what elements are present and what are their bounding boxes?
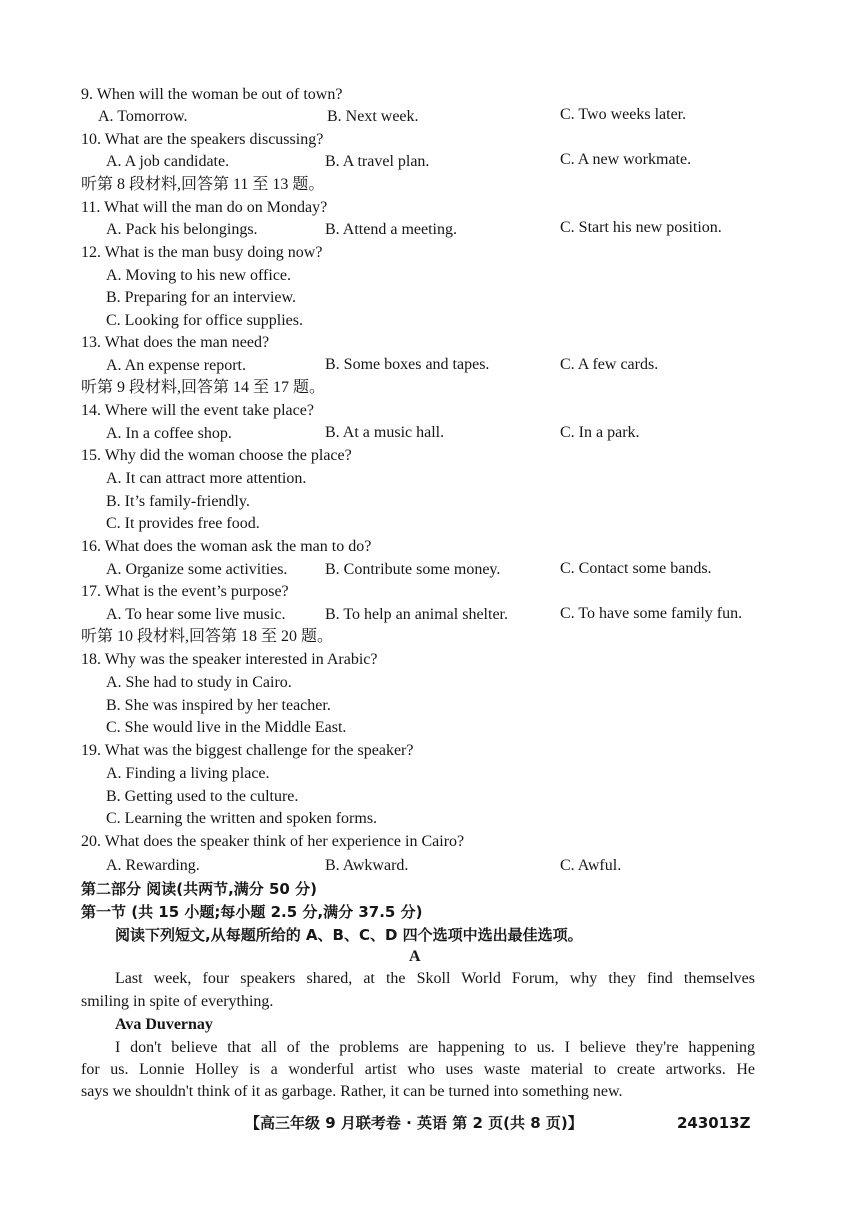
question-12-option-c: C. Looking for office supplies. xyxy=(106,312,304,329)
question-13-option-c: C. A few cards. xyxy=(560,356,659,373)
question-14-stem: 14. Where will the event take place? xyxy=(81,402,314,419)
passage-paragraph-line-3: says we shouldn't think of it as garbage. Rather, it can be turned into something new. xyxy=(81,1083,623,1100)
page-footer-label: 【高三年级 9 月联考卷 · 英语 第 2 页(共 8 页)】 xyxy=(245,1114,583,1132)
speaker-name: Ava Duvernay xyxy=(115,1016,213,1033)
passage-paragraph-line-2: for us. Lonnie Holley is a wonderful artist who uses waste material to create artworks. He xyxy=(81,1061,755,1078)
question-10-option-a: A. A job candidate. xyxy=(106,153,230,170)
question-18-option-a: A. She had to study in Cairo. xyxy=(106,674,292,691)
question-19-option-c: C. Learning the written and spoken forms. xyxy=(106,810,378,827)
section-10-instruction: 听第 10 段材料,回答第 18 至 20 题。 xyxy=(81,628,334,645)
question-10-option-b: B. A travel plan. xyxy=(325,153,430,170)
question-18-option-b: B. She was inspired by her teacher. xyxy=(106,697,331,714)
question-9-option-a: A. Tomorrow. xyxy=(98,108,188,125)
question-19-option-b: B. Getting used to the culture. xyxy=(106,788,299,805)
question-17-stem: 17. What is the event’s purpose? xyxy=(81,583,289,600)
question-14-option-b: B. At a music hall. xyxy=(325,424,445,441)
question-19-stem: 19. What was the biggest challenge for the speaker? xyxy=(81,742,414,759)
passage-intro-line-1: Last week, four speakers shared, at the Skoll World Forum, why they find themselves xyxy=(115,970,755,987)
question-19-option-a: A. Finding a living place. xyxy=(106,765,270,782)
passage-paragraph-line-1: I don't believe that all of the problems are happening to us. I believe they're happening xyxy=(115,1039,755,1056)
question-16-stem: 16. What does the woman ask the man to do? xyxy=(81,538,372,555)
question-13-stem: 13. What does the man need? xyxy=(81,334,270,351)
question-17-option-c: C. To have some family fun. xyxy=(560,605,743,622)
question-13-option-a: A. An expense report. xyxy=(106,357,246,374)
question-15-stem: 15. Why did the woman choose the place? xyxy=(81,447,352,464)
question-16-option-b: B. Contribute some money. xyxy=(325,561,501,578)
passage-intro-line-2: smiling in spite of everything. xyxy=(81,993,274,1010)
question-20-option-a: A. Rewarding. xyxy=(106,857,200,874)
section-9-instruction: 听第 9 段材料,回答第 14 至 17 题。 xyxy=(81,379,326,396)
question-11-option-b: B. Attend a meeting. xyxy=(325,221,457,238)
question-11-option-a: A. Pack his belongings. xyxy=(106,221,258,238)
question-11-option-c: C. Start his new position. xyxy=(560,219,722,236)
question-10-stem: 10. What are the speakers discussing? xyxy=(81,131,324,148)
question-9-option-b: B. Next week. xyxy=(327,108,419,125)
question-17-option-a: A. To hear some live music. xyxy=(106,606,286,623)
paper-code: 243013Z xyxy=(677,1114,751,1132)
question-10-option-c: C. A new workmate. xyxy=(560,151,692,168)
passage-letter: A xyxy=(409,948,421,965)
reading-instruction: 阅读下列短文,从每题所给的 A、B、C、D 四个选项中选出最佳选项。 xyxy=(115,926,583,944)
question-15-option-a: A. It can attract more attention. xyxy=(106,470,307,487)
question-11-stem: 11. What will the man do on Monday? xyxy=(81,199,328,216)
question-20-stem: 20. What does the speaker think of her experience in Cairo? xyxy=(81,833,465,850)
question-13-option-b: B. Some boxes and tapes. xyxy=(325,356,490,373)
question-18-stem: 18. Why was the speaker interested in Arabic? xyxy=(81,651,378,668)
question-15-option-c: C. It provides free food. xyxy=(106,515,260,532)
question-14-option-c: C. In a park. xyxy=(560,424,640,441)
question-17-option-b: B. To help an animal shelter. xyxy=(325,606,508,623)
section-8-instruction: 听第 8 段材料,回答第 11 至 13 题。 xyxy=(81,176,325,193)
question-20-option-c: C. Awful. xyxy=(560,857,622,874)
part-2-heading: 第二部分 阅读(共两节,满分 50 分) xyxy=(81,880,317,898)
question-15-option-b: B. It’s family-friendly. xyxy=(106,493,250,510)
question-12-stem: 12. What is the man busy doing now? xyxy=(81,244,323,261)
question-16-option-a: A. Organize some activities. xyxy=(106,561,288,578)
question-16-option-c: C. Contact some bands. xyxy=(560,560,712,577)
section-1-heading: 第一节 (共 15 小题;每小题 2.5 分,满分 37.5 分) xyxy=(81,903,423,921)
question-9-stem: 9. When will the woman be out of town? xyxy=(81,86,343,103)
question-12-option-b: B. Preparing for an interview. xyxy=(106,289,297,306)
question-9-option-c: C. Two weeks later. xyxy=(560,106,687,123)
question-18-option-c: C. She would live in the Middle East. xyxy=(106,719,347,736)
question-12-option-a: A. Moving to his new office. xyxy=(106,267,292,284)
question-14-option-a: A. In a coffee shop. xyxy=(106,425,232,442)
question-20-option-b: B. Awkward. xyxy=(325,857,409,874)
